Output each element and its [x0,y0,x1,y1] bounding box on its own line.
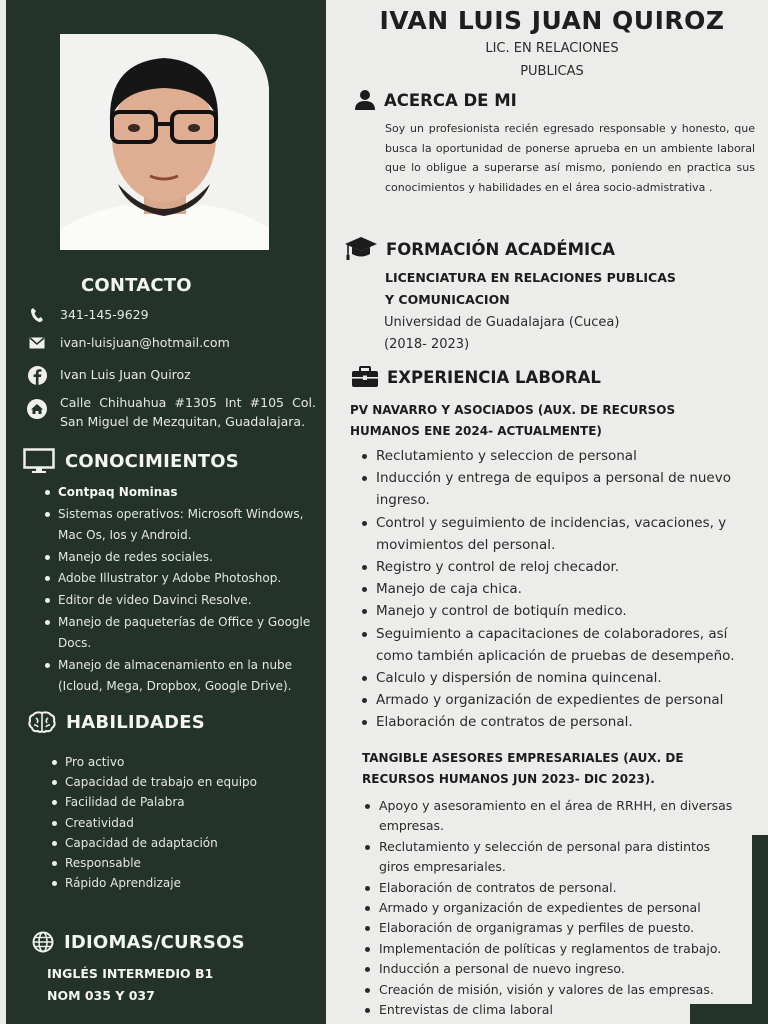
contact-email-row [26,333,316,353]
email-icon [26,333,48,353]
list-item: Armado y organización de expedientes de personal [360,689,766,711]
email-address[interactable]: ivan-luisjuan@hotmail.com [60,335,230,350]
monitor-icon [23,448,55,474]
list-item: Inducción y entrega de equipos a personal de nuevo ingreso. [360,467,766,511]
skills-list [49,752,309,893]
knowledge-list [42,482,318,698]
list-item: Rápido Aprendizaje [49,873,309,893]
globe-icon [32,931,54,953]
list-item: Elaboración de contratos de personal. [363,878,743,898]
list-item: Apoyo y asesoramiento en el área de RRHH, en diversas empresas. [363,796,743,837]
decorative-corner-base [690,1004,768,1024]
contact-address-row [26,393,316,431]
briefcase-icon [351,366,379,388]
profile-photo-illustration [60,34,269,250]
knowledge-heading: CONOCIMIENTOS [23,448,239,474]
list-item: Responsable [49,853,309,873]
list-item: Sistemas operativos: Microsoft Windows, Mac Os, Ios y Android. [42,504,318,547]
list-item: Elaboración de contratos de personal. [360,711,766,733]
job-2-title [362,748,684,789]
job-2-title-line-2: RECURSOS HUMANOS JUN 2023- DIC 2023). [362,771,655,786]
home-icon [26,399,48,419]
profession-line-2: PUBLICAS [520,64,584,79]
job-1-title [350,400,675,441]
facebook-icon [26,365,48,385]
degree-line-1: LICENCIATURA EN RELACIONES PUBLICAS [385,270,676,285]
address: Calle Chihuahua #1305 Int #105 Col. San Miguel de Mezquitan, Guadalajara. [60,395,316,429]
degree-line-2: Y COMUNICACION [385,292,510,307]
list-item: Armado y organización de expedientes de personal [363,898,743,918]
language-item: INGLÉS INTERMEDIO B1 [47,966,214,981]
list-item: Control y seguimiento de incidencias, vacaciones, y movimientos del personal. [360,512,766,556]
list-item: Registro y control de reloj checador. [360,556,766,578]
facebook-name[interactable]: Ivan Luis Juan Quiroz [60,367,191,382]
job-1-duties [360,445,766,734]
list-item: Calculo y dispersión de nomina quincenal. [360,667,766,689]
profile-photo [60,34,269,250]
list-item: Inducción a personal de nuevo ingreso. [363,959,743,979]
job-2-title-line-1: TANGIBLE ASESORES EMPRESARIALES (AUX. DE [362,751,684,765]
graduation-cap-icon [344,236,378,262]
job-1-title-line-1: PV NAVARRO Y ASOCIADOS (AUX. DE RECURSOS [350,403,676,417]
education-years: (2018- 2023) [384,337,470,352]
list-item: Creatividad [49,813,309,833]
decorative-corner-bar [752,835,768,1024]
job-1-title-line-2: HUMANOS ENE 2024- ACTUALMENTE) [350,423,602,438]
list-item: Elaboración de organigramas y perfiles de puesto. [363,918,743,938]
experience-heading: EXPERIENCIA LABORAL [351,366,601,388]
list-item: Implementación de políticas y reglamentos de trabajo. [363,939,743,959]
contact-phone-row [26,305,316,325]
about-heading: ACERCA DE MI [354,89,517,111]
list-item: Creación de misión, visión y valores de las empresas. [363,980,743,1000]
university: Universidad de Guadalajara (Cucea) [384,315,620,330]
list-item: Contpaq Nominas [42,482,318,504]
list-item: Manejo de caja chica. [360,578,766,600]
job-2-duties [363,796,743,1020]
list-item: Adobe Illustrator y Adobe Photoshop. [42,568,318,590]
contact-heading: CONTACTO [81,275,192,296]
list-item: Seguimiento a capacitaciones de colaboradores, así como también aplicación de pruebas de desempeño. [360,623,766,667]
languages-heading: IDIOMAS/CURSOS [32,931,245,953]
education-heading: FORMACIÓN ACADÉMICA [344,236,615,262]
person-name: IVAN LUIS JUAN QUIROZ [379,6,725,35]
list-item: Reclutamiento y seleccion de personal [360,445,766,467]
sidebar [6,0,326,1024]
contact-facebook-row [26,365,316,385]
list-item: Pro activo [49,752,309,772]
profession-line-1: LIC. EN RELACIONES [485,41,619,56]
skills-heading: HABILIDADES [28,710,205,734]
list-item: Facilidad de Palabra [49,792,309,812]
list-item: Capacidad de adaptación [49,833,309,853]
brain-icon [28,710,56,734]
phone-icon [26,305,48,325]
main-content [326,0,768,1024]
phone-number[interactable]: 341-145-9629 [60,307,149,322]
list-item: Reclutamiento y selección de personal para distintos giros empresariales. [363,837,743,878]
list-item: Manejo de paqueterías de Office y Google Docs. [42,612,318,655]
course-item: NOM 035 Y 037 [47,988,155,1003]
list-item: Manejo de almacenamiento en la nube (Icloud, Mega, Dropbox, Google Drive). [42,655,318,698]
about-text: Soy un profesionista recién egresado responsable y honesto, que busca la oportunidad de ponerse aprueba en un ambiente laboral que lo obligue a superarse así mismo, poniendo en practica sus conocimientos y habilidades en el área socio-admistrativa . [385,122,755,194]
list-item: Manejo y control de botiquín medico. [360,600,766,622]
list-item: Editor de video Davinci Resolve. [42,590,318,612]
list-item: Capacidad de trabajo en equipo [49,772,309,792]
list-item: Entrevistas de clima laboral [363,1000,743,1020]
list-item: Manejo de redes sociales. [42,547,318,569]
person-icon [354,89,376,111]
